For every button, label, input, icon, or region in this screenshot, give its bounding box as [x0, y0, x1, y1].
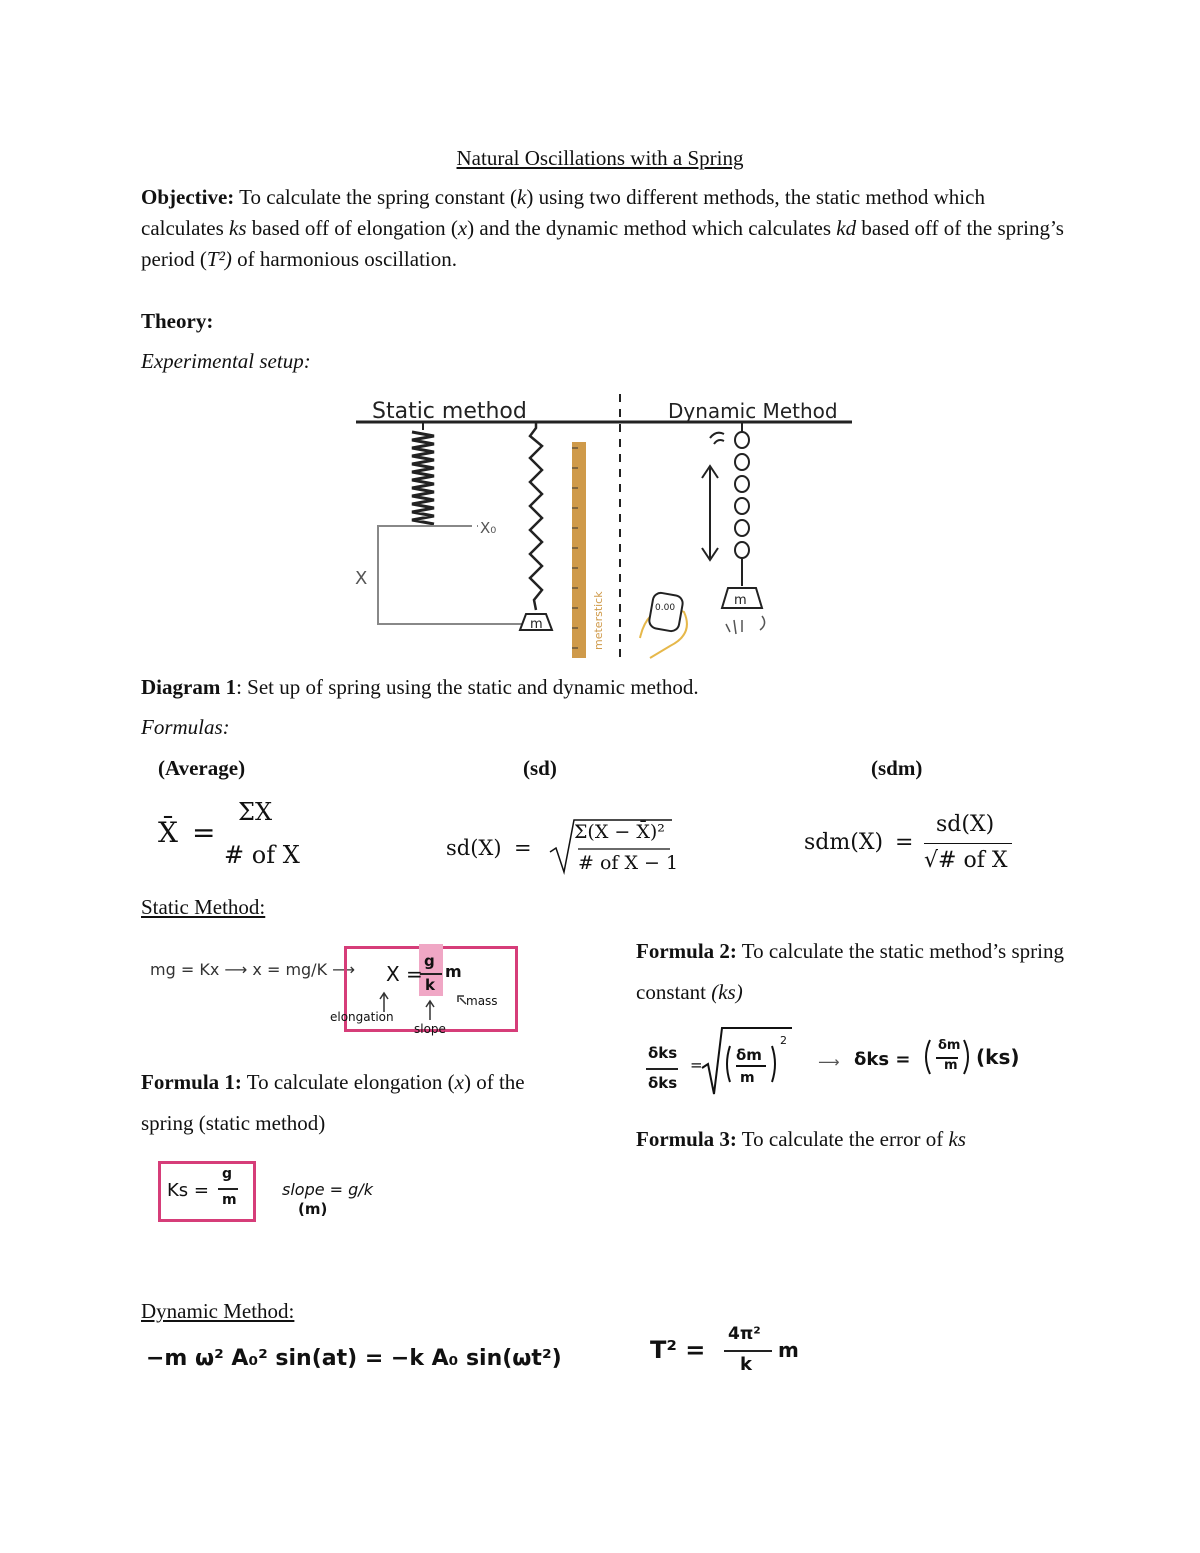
sdm-heading: (sdm)	[871, 756, 923, 780]
sdm-fraction-bar	[924, 843, 1012, 844]
boxed-m: m	[445, 962, 462, 981]
objective-ks: ks	[229, 216, 247, 240]
formula3-caption: Formula 3: To calculate the error of ks	[636, 1127, 966, 1151]
experimental-setup-diagram	[350, 388, 860, 668]
objective-t2: T²)	[206, 247, 232, 271]
sdm-numerator: sd(X)	[936, 812, 995, 837]
ks-bar	[218, 1188, 238, 1190]
error-arrow: ⟶	[818, 1053, 840, 1071]
compressed-spring	[412, 422, 434, 524]
average-numerator: ΣX	[238, 798, 273, 826]
sd-eq: =	[514, 836, 532, 860]
objective-x: x	[457, 216, 468, 240]
sdm-denominator: √# of X	[924, 848, 1008, 873]
average-heading: (Average)	[158, 756, 246, 780]
dynamic-spring	[710, 422, 749, 586]
error-lhs-bar	[646, 1068, 678, 1070]
boxed-g: g	[424, 952, 435, 970]
error-rhs-den: m	[944, 1058, 958, 1073]
x-label: X	[355, 568, 368, 589]
period-bar	[724, 1350, 772, 1352]
slope-note: slope = g/k	[282, 1180, 373, 1199]
x0-label: X₀	[480, 519, 497, 537]
dynamic-method-label: Dynamic Method	[668, 399, 838, 423]
error-rhs-lhs: δks =	[854, 1049, 911, 1070]
error-rad-num: δm	[736, 1046, 762, 1064]
error-lhs-num: δks	[648, 1044, 678, 1062]
static-method-label: Static method	[372, 399, 527, 424]
dynamic-method-heading: Dynamic Method:	[141, 1299, 295, 1323]
meter-stick	[572, 442, 605, 658]
svg-text:m: m	[530, 617, 543, 632]
slope-annotation: slope	[414, 1022, 446, 1036]
x-bracket	[378, 526, 522, 624]
objective-paragraph	[141, 182, 1071, 275]
objective-label: Objective:	[141, 185, 235, 209]
svg-text:m: m	[734, 593, 747, 608]
annotation-arrows-icon	[370, 990, 470, 1020]
objective-text: based off of the spring’s period (	[141, 216, 1064, 271]
page-title: Natural Oscillations with a Spring	[456, 146, 744, 170]
average-lhs: X̄	[158, 816, 178, 849]
boxed-k: k	[425, 976, 435, 994]
formula1-caption: Formula 1: To calculate elongation (x) of the spring (static method)	[141, 1070, 525, 1135]
objective-k: k	[517, 185, 527, 209]
static-mass	[520, 614, 552, 632]
stopwatch-icon	[640, 592, 687, 658]
objective-text: ) using two different methods, the static method which calculates	[141, 185, 985, 240]
objective-text: of harmonious oscillation.	[231, 247, 458, 271]
elongation-annotation: elongation	[330, 1010, 394, 1024]
period-m: m	[778, 1338, 799, 1362]
sd-lhs: sd(X)	[446, 836, 502, 860]
mass-annotation: mass	[466, 994, 498, 1008]
dynamic-mass	[722, 588, 765, 634]
sd-denominator: # of X − 1	[578, 852, 679, 874]
sd-numerator: Σ(X − X̄)²	[574, 821, 665, 843]
period-den: k	[740, 1354, 752, 1375]
period-num: 4π²	[728, 1324, 761, 1344]
average-eq: =	[192, 816, 216, 849]
formula2-caption: Formula 2: To calculate the static method’s spring constant (ks)	[636, 939, 1064, 1004]
stretched-spring	[530, 422, 542, 610]
period-lhs: T² =	[650, 1336, 706, 1364]
slope-note-sub: (m)	[298, 1200, 328, 1218]
objective-text: To calculate the spring constant (	[234, 185, 518, 209]
error-eq: =	[690, 1056, 703, 1074]
error-rad-den: m	[740, 1070, 755, 1086]
objective-kd: kd	[836, 216, 857, 240]
objective-text: ) and the dynamic method which calculates	[467, 216, 837, 240]
diagram-caption: Diagram 1: Set up of spring using the static and dynamic method.	[141, 675, 699, 699]
dynamic-equation: −m ω² A₀² sin(at) = −k A₀ sin(ωt²)	[146, 1346, 562, 1371]
ks-den: m	[222, 1192, 237, 1208]
error-power: 2	[780, 1034, 787, 1047]
theory-heading: Theory:	[141, 309, 214, 333]
static-method-heading: Static Method:	[141, 895, 266, 919]
boxed-x: X =	[386, 962, 423, 986]
average-denominator: # of X	[224, 841, 300, 869]
error-rhs-num: δm	[938, 1038, 961, 1053]
meterstick-label: meterstick	[592, 591, 605, 650]
setup-heading: Experimental setup:	[141, 349, 311, 373]
svg-text:0.00: 0.00	[655, 603, 676, 613]
static-derivation: mg = Kx ⟶ x = mg/K ⟶	[150, 960, 356, 979]
error-rhs-ks: (ks)	[976, 1045, 1020, 1069]
objective-text: based off of elongation (	[246, 216, 458, 240]
ks-num: g	[222, 1166, 233, 1182]
error-lhs-den: δks	[648, 1074, 678, 1092]
oscillation-arrow-icon	[702, 466, 718, 560]
boxed-bar	[420, 973, 442, 975]
ks-lhs: Ks =	[167, 1180, 209, 1201]
sd-heading: (sd)	[523, 756, 557, 780]
sdm-lhs: sdm(X)	[804, 830, 884, 855]
sdm-eq: =	[895, 830, 914, 855]
formulas-heading: Formulas:	[141, 715, 230, 739]
